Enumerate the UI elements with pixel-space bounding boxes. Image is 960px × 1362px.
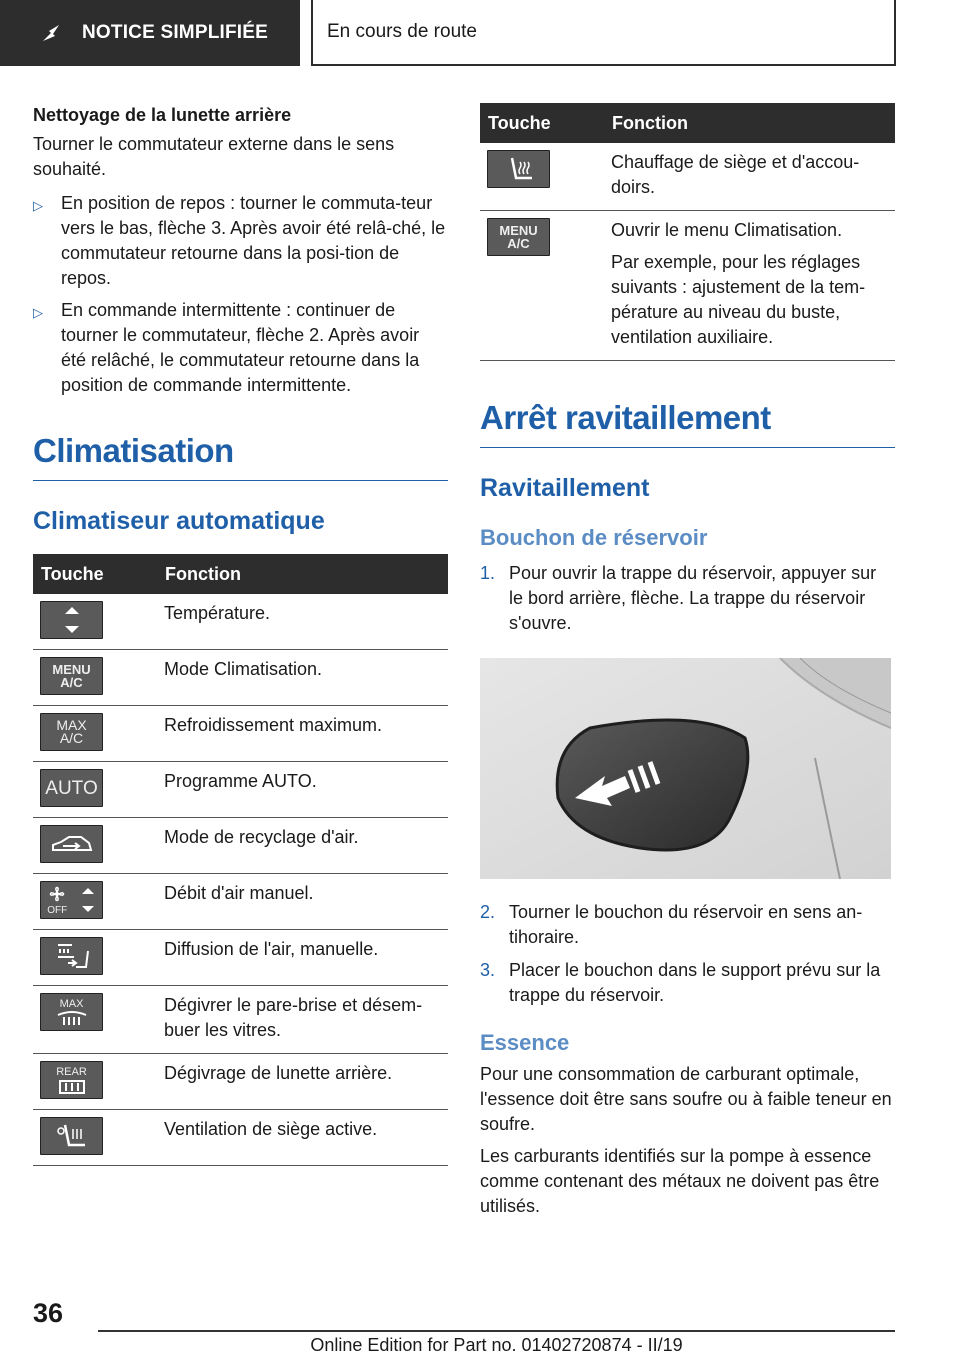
fan-off-label: OFF [47,904,68,916]
triangle-bullet-icon: ▷ [33,305,43,320]
col-key-header: Touche [480,103,602,143]
function-text: Mode Climatisation. [155,650,448,706]
table-row [33,818,448,874]
table-row [33,1110,448,1166]
triangle-bullet-icon: ▷ [33,198,43,213]
table-row [33,930,448,986]
rear-defrost-label: REAR [56,1065,87,1078]
bullet-list [33,191,448,398]
col-function-header: Fonction [155,554,448,594]
list-item [33,298,448,398]
step-number: 1. [480,563,496,583]
step-text: Placer le bouchon dans le support prévu sur la trappe du réservoir. [509,960,881,1005]
page-header [0,0,960,66]
function-text: Ouvrir le menu Climatisation. [611,220,843,240]
edition-text: Online Edition for Part no. 01402720874 - II/19 [310,1335,683,1355]
function-text: Température. [155,594,448,650]
climate-keys-table [33,554,448,1166]
menu-ac-icon[interactable]: MENU A/C [487,218,550,256]
essence-paragraph-2: Les carburants identifiés sur la pompe à essence comme contenant des métaux ne doivent pas être utilisés. [480,1146,880,1216]
list-item [480,900,895,950]
table-row [33,1054,448,1110]
function-text: Dégivrage de lunette arrière. [155,1054,448,1110]
function-text: Débit d'air manuel. [155,874,448,930]
table-row [33,986,448,1054]
heading-essence: Essence [480,1030,570,1055]
function-text: Refroidissement maximum. [155,706,448,762]
step-number: 2. [480,902,496,922]
col-key-header: Touche [33,554,155,594]
chapter-tab[interactable] [0,0,300,66]
table-row [480,211,895,361]
menu-ac-icon[interactable]: MENU A/C [40,657,103,695]
table-row [33,762,448,818]
table-row [33,874,448,930]
recirculation-icon[interactable] [40,825,103,863]
col-function-header: Fonction [602,103,895,143]
intro-text: Tourner le commutateur externe dans le sens souhaité. [33,134,395,179]
list-item [480,561,895,636]
temperature-arrows-icon[interactable] [40,601,103,639]
rear-defrost-icon[interactable] [40,1061,103,1099]
function-text: Mode de recyclage d'air. [155,818,448,874]
auto-icon[interactable]: AUTO [40,769,103,807]
max-defrost-icon[interactable] [40,993,103,1031]
fuel-flap-photo [480,658,891,879]
function-text: Diffusion de l'air, manuelle. [155,930,448,986]
table-row [480,143,895,211]
bullet-text: En commande intermittente : continuer de tourner le commutateur, flèche 2. Après avoir été relâché, le commutateur retourne dans la position de commande intermittente. [61,300,420,395]
bullet-text: En position de repos : tourner le commuta-teur vers le bas, flèche 3. Après avoir été relâ-ché, le commutateur retourne dans la posi-tion de repos. [61,193,446,288]
function-text-detail: Par exemple, pour les réglages suivants : ajustement de la tem-pérature au niveau du buste, ventilation auxiliaire. [611,252,866,347]
max-defrost-label: MAX [59,997,84,1010]
seat-ventilation-icon[interactable] [40,1117,103,1155]
table-row [33,706,448,762]
steps-list-2 [480,900,895,1008]
function-text: Chauffage de siège et d'accou-doirs. [602,143,895,211]
function-text: Dégivrer le pare-brise et désem-buer les vitres. [155,986,448,1054]
steps-list-1 [480,561,895,636]
function-text: Ventilation de siège active. [155,1110,448,1166]
fan-speed-icon[interactable] [40,881,103,919]
subheading-rear-window: Nettoyage de la lunette arrière [33,105,292,125]
chapter-tab-label: NOTICE SIMPLIFIÉE [82,22,269,43]
essence-paragraph-1: Pour une consommation de carburant optimale, l'essence doit être sans soufre ou à faible teneur en soufre. [480,1064,892,1134]
function-cell [602,211,895,361]
left-column [33,105,448,1166]
seat-keys-table [480,103,895,361]
list-item [480,958,895,1008]
seat-heating-icon[interactable] [487,150,550,188]
table-header [33,554,448,594]
table-row [33,650,448,706]
step-number: 3. [480,960,496,980]
section-tab[interactable] [311,0,896,66]
heading-fuel-cap: Bouchon de réservoir [480,525,708,550]
heading-refuelling: Arrêt ravitaillement [480,399,895,448]
heading-auto-ac: Climatiseur automatique [33,507,325,535]
lightning-icon [40,22,62,44]
function-text: Programme AUTO. [155,762,448,818]
right-column [480,103,895,1219]
step-text: Pour ouvrir la trappe du réservoir, appuyer sur le bord arrière, flèche. La trappe du réservoir s'ouvre. [509,563,877,633]
section-tab-label: En cours de route [327,21,477,42]
heading-ravitaillement: Ravitaillement [480,474,650,502]
max-ac-icon[interactable]: MAX A/C [40,713,103,751]
page-number: 36 [33,1298,64,1328]
list-item [33,191,448,291]
air-distribution-icon[interactable] [40,937,103,975]
table-header [480,103,895,143]
heading-climatisation: Climatisation [33,432,448,481]
table-row [33,594,448,650]
step-text: Tourner le bouchon du réservoir en sens an-tihoraire. [509,902,863,947]
